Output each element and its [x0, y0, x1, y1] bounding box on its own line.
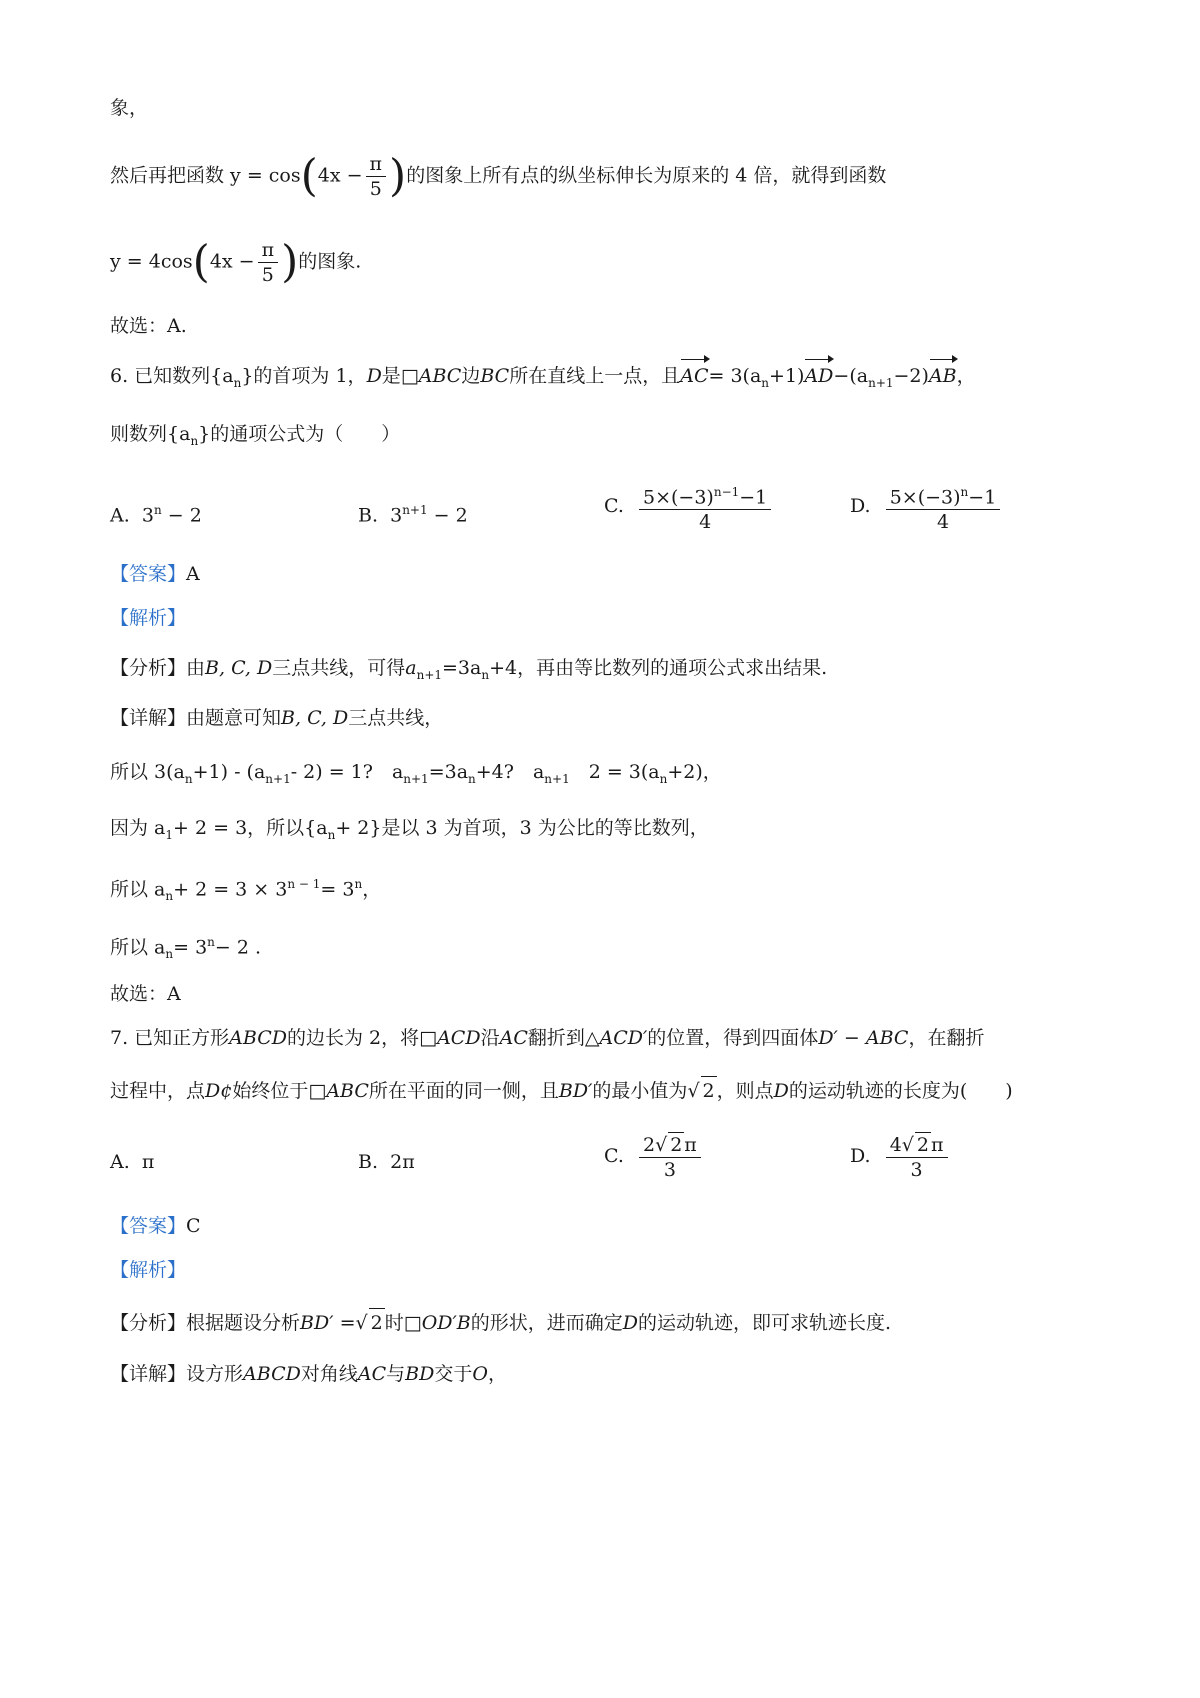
solution-line: 所以 $3(a_n+1) - (a_{n+1}-$ 2) = 1? $a_{n+1}=3a_n+4$? $a_{n+1}$ $2 = 3(a_n+2)$， — [110, 761, 722, 786]
text-line: 然后再把函数 y = cos(4x − $\frac{\pi}{5}$ )的图象上所有点的纵坐标伸长为原来的 4 倍，就得到函数 — [110, 150, 887, 202]
analysis-6: 【分析】由B, C, D三点共线，可得$a_{n+1}=3a_n+4$，再由等比数列的通项公式求出结果. — [110, 657, 828, 682]
vector-ab: AB — [929, 362, 957, 390]
text-line: 象， — [110, 97, 149, 119]
question-6-line2: 则数列$\{a_n\}$的通项公式为（ ） — [110, 423, 401, 448]
fraction: $\frac{4√ 2 \pi}{3}$ — [886, 1132, 948, 1182]
option-6d: D. $\frac{5\times(-3)^n-1}{4}$ — [850, 480, 1003, 534]
vector-ac: AC — [680, 362, 708, 390]
detail-6: 【详解】由题意可知B, C, D三点共线， — [110, 707, 444, 729]
option-6c: C. $\frac{5\times(-3)^{n-1}-1}{4}$ — [604, 480, 774, 534]
answer-6: 【答案】A — [110, 563, 200, 585]
text-line: 故选：A. — [110, 315, 187, 337]
option-6a: A. 3$^n$ − 2 — [110, 503, 202, 527]
answer-7: 【答案】C — [110, 1215, 201, 1237]
solution-line: 所以 $a_n+ 2 = 3 \times 3^{n - 1}= 3^n$， — [110, 877, 382, 904]
analysis-heading-7: 【解析】 — [110, 1259, 187, 1281]
fraction: $\frac{\pi}{5}$ — [366, 152, 387, 201]
question-7-line2: 过程中，点D¢始终位于□ABC所在平面的同一侧，且BD′的最小值为√ 2 ，则点D的运动轨迹的长度为( ) — [110, 1076, 1013, 1105]
vector-ad: AD — [804, 362, 833, 390]
question-7: 7. 已知正方形ABCD的边长为 2，将□ACD沿AC翻折到△ACD′的位置，得到四面体D′ − ABC，在翻折 — [110, 1027, 985, 1049]
option-7d: D. $\frac{4√ 2 \pi}{3}$ — [850, 1132, 951, 1182]
solution-line: 因为 $a_1+ 2 = 3$，所以$\{a_n+ 2\}$是以 3 为首项，3 为公比的等比数列， — [110, 817, 709, 842]
analysis-heading-6: 【解析】 — [110, 607, 187, 629]
detail-7: 【详解】设方形ABCD对角线AC与BD交于O， — [110, 1363, 507, 1385]
analysis-7: 【分析】根据题设分析BD′ =√ 2 时□OD′B的形状，进而确定D的运动轨迹，即可求轨迹长度. — [110, 1308, 891, 1337]
fraction: $\frac{5\times(-3)^{n-1}-1}{4}$ — [639, 480, 771, 534]
solution-line: 所以 $a_n= 3^n- 2$ . — [110, 935, 262, 962]
text-line: y = 4cos(4x − $\frac{\pi}{5}$ )的图象. — [110, 236, 362, 288]
option-6b: B. $3^{n+1} - 2$ — [358, 503, 468, 527]
text-line: 故选：A — [110, 983, 181, 1005]
fraction: $\frac{\pi}{5}$ — [258, 238, 279, 287]
option-7b: B. 2π — [358, 1151, 415, 1173]
option-7a: A. π — [110, 1151, 155, 1173]
option-7c: C. $\frac{2√ 2 \pi}{3}$ — [604, 1132, 704, 1182]
fraction: $\frac{5\times(-3)^n-1}{4}$ — [886, 480, 1001, 534]
question-6: 6. 已知数列$\{a_n\}$的首项为 1，D是□ABC边BC所在直线上一点，且$AC= 3(a_n+1)AD-(a_{n+1}-2)AB$， — [110, 362, 976, 397]
fraction: $\frac{2√ 2 \pi}{3}$ — [639, 1132, 701, 1182]
